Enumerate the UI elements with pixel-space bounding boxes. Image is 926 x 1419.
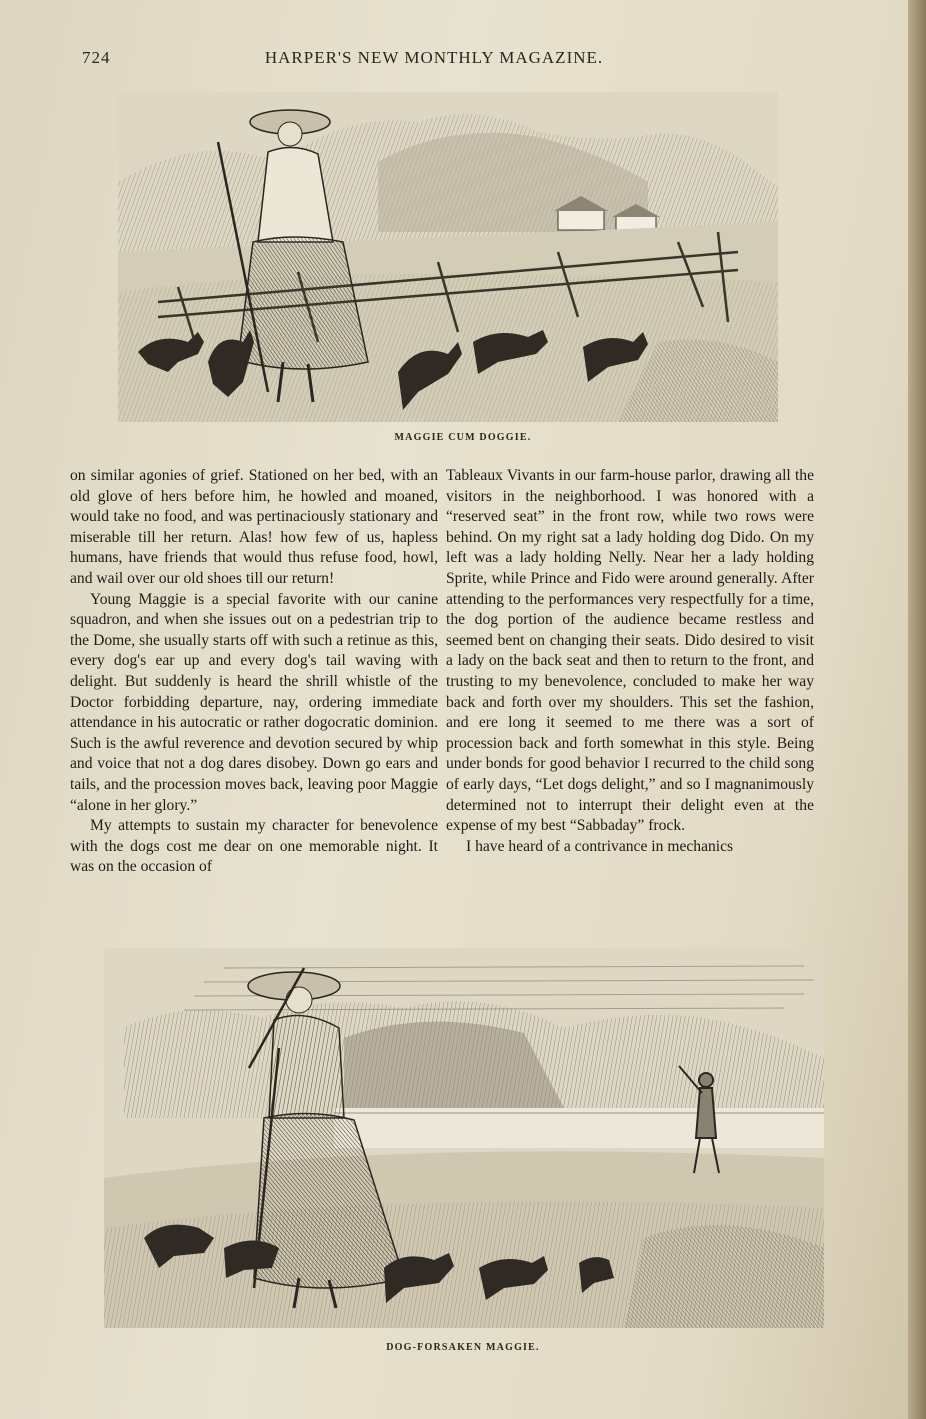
paragraph: Tableaux Vivants in our farm-house parlor, drawing all the visitors in the neighborhood. I was honored with a “reserved seat” in the front row, while two rows were behind. On my right sat a lady holding dog Dido. On my left was a lady holding Nelly. Near her a lady holding Sprite, while Prince and Fido were around generally. After attending to the performances very respectfully for a time, the dog portion of the audience became restless and seemed bent on changing their seats. Dido desired to visit a lady on the back seat and then to return to the front, and trusting to my benevolence, concluded to make her way back and forth over my shoulders. This set the fashion, and ere long it seemed to me there was a sort of procession back and forth somewhat in this style. Being under bonds for good behavior I recurred to the child song of early days, “Let dogs delight,” and so I magnanimously determined not to interrupt their delight even at the expense of my best “Sabbaday” frock. xyxy=(446,467,814,835)
paragraph: Young Maggie is a special favorite with our canine squadron, and when she issues out on a pedestrian trip to the Dome, she usually starts off with such a retinue as this, every dog's ear up and every dog's tail waving with delight. But suddenly is heard the shrill whistle of the Doctor forbidding departure, nay, ordering immediate attendance in his autocratic or rather dogocratic dominion. Such is the awful reverence and devotion secured by whip and voice that not a dog dares disobey. Down go ears and tails, and the procession moves back, leaving poor Maggie “alone in her glory.” xyxy=(70,590,438,814)
paragraph: My attempts to sustain my character for benevolence with the dogs cost me dear on one memorable night. It was on the occasion of xyxy=(70,817,438,876)
engraving-bottom xyxy=(104,948,824,1328)
illustration-maggie-cum-doggie xyxy=(118,92,778,422)
paragraph: I have heard of a contrivance in mechanics xyxy=(466,837,734,855)
running-header xyxy=(0,44,926,74)
engraving-top xyxy=(118,92,778,422)
paragraph: on similar agonies of grief. Stationed on her bed, with an old glove of hers before him, he howled and moaned, would take no food, and was pertinaciously stationary and miserable till her return. Alas! how few of us, hapless humans, have friends that would thus refuse food, howl, and wail over our old shoes till our return! xyxy=(70,467,438,587)
text-column-left xyxy=(70,466,438,878)
text-column-right xyxy=(446,466,814,857)
page-edge xyxy=(908,0,926,1419)
illustration-dog-forsaken-maggie xyxy=(104,948,824,1328)
page-number: 724 xyxy=(82,48,111,67)
caption-bottom: DOG-FORSAKEN MAGGIE. xyxy=(386,1342,540,1353)
magazine-title: HARPER'S NEW MONTHLY MAGAZINE. xyxy=(264,48,604,67)
caption-top: MAGGIE CUM DOGGIE. xyxy=(394,432,532,443)
